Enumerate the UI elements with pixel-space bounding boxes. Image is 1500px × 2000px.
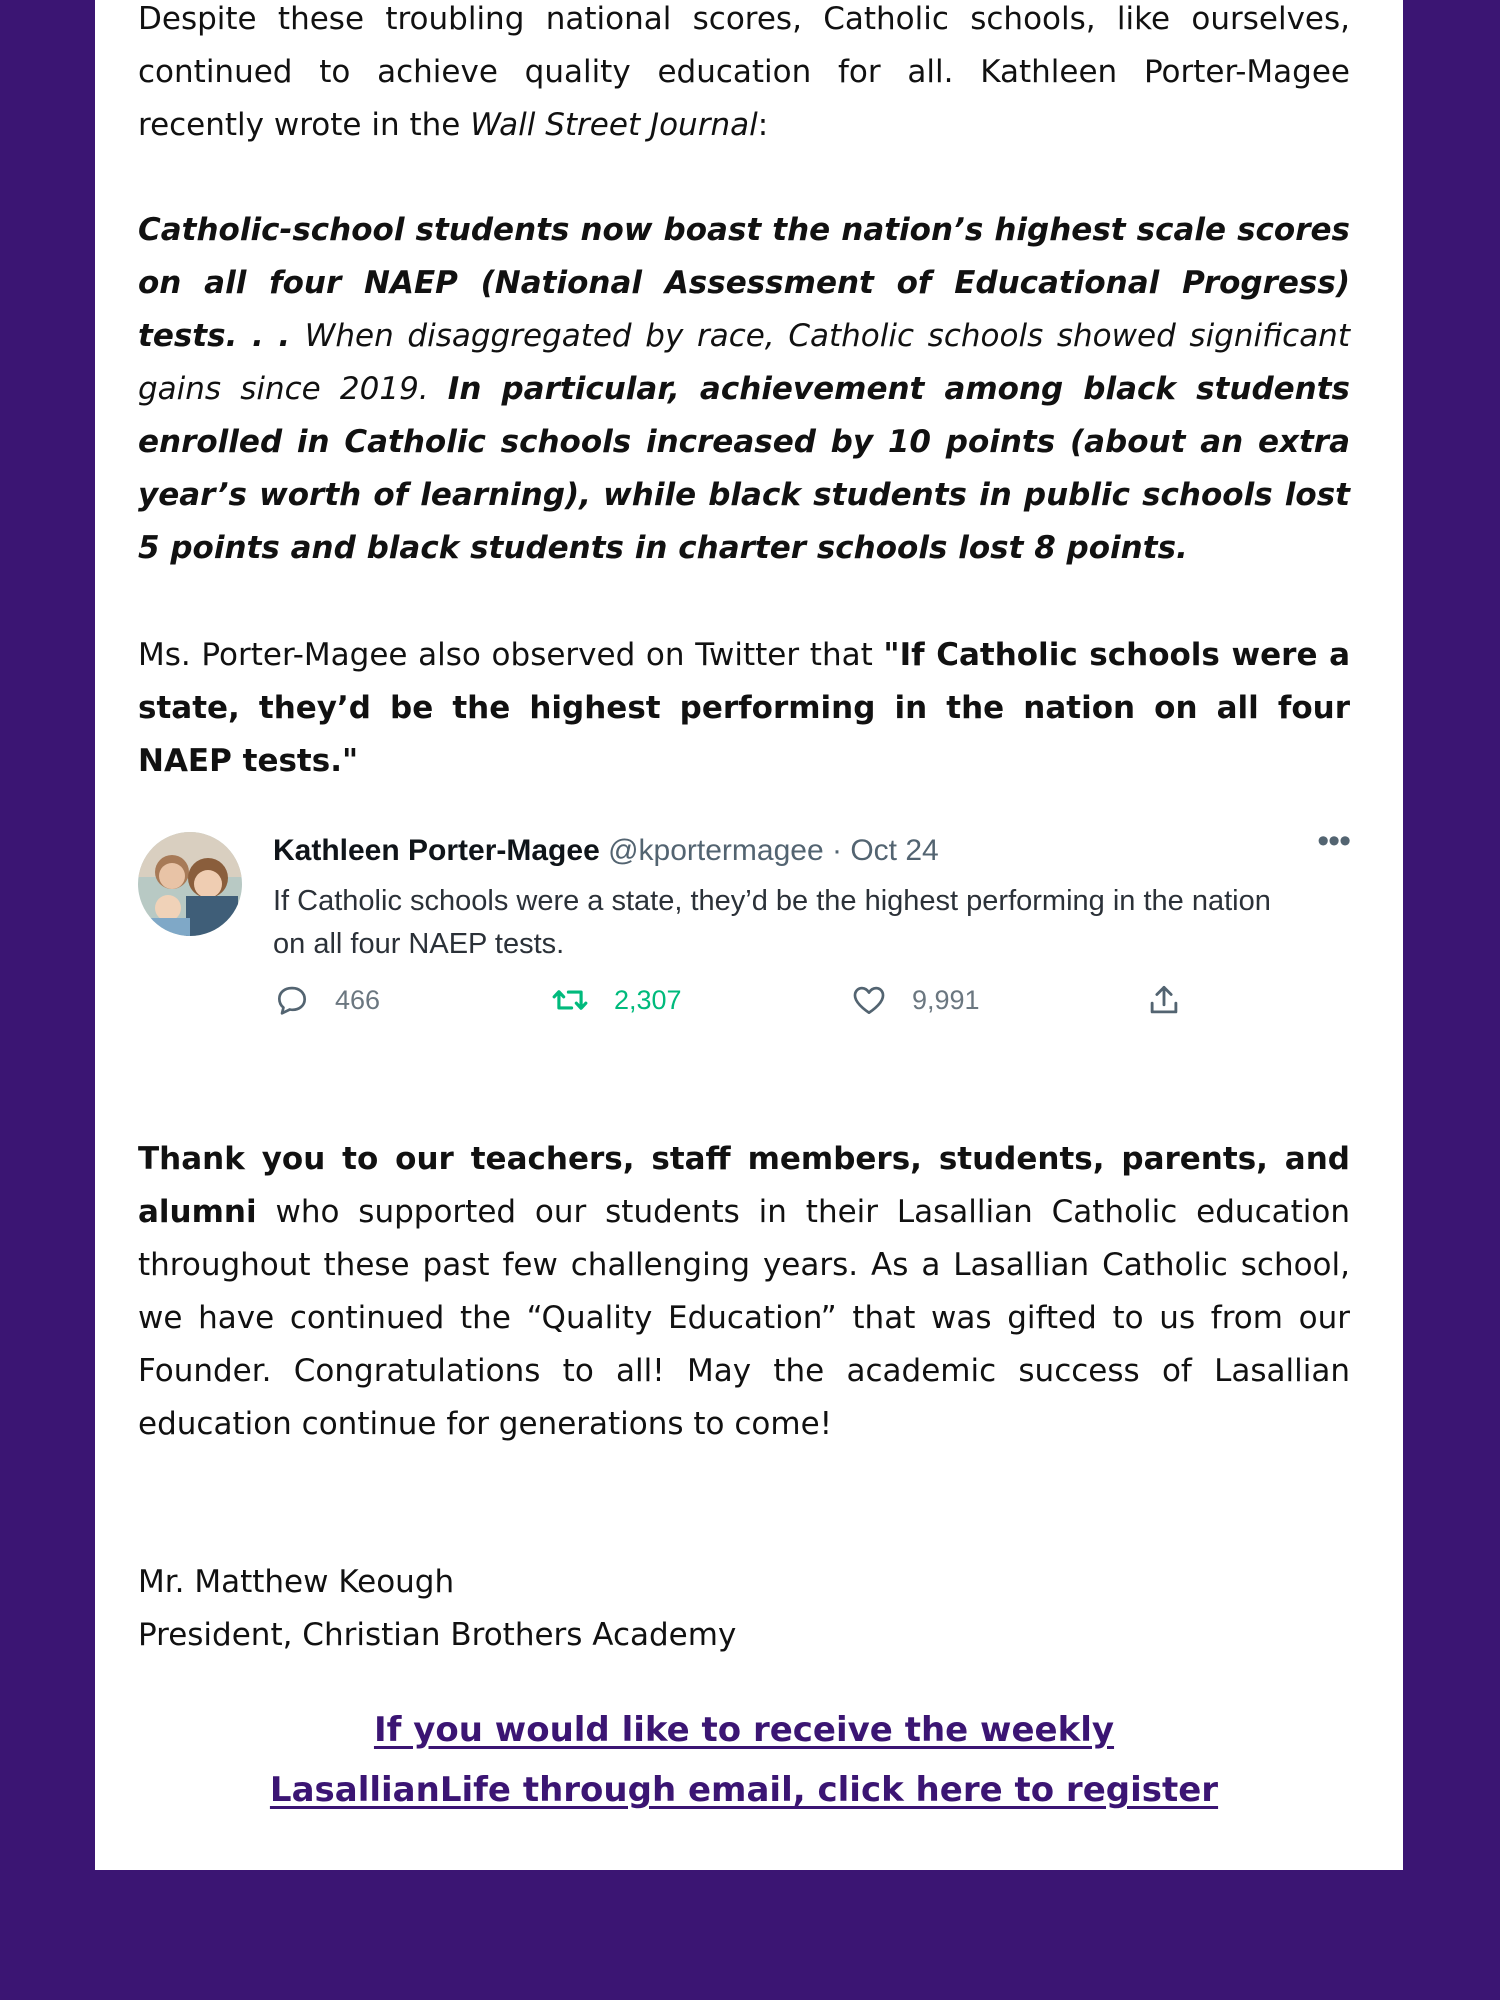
register-link-block	[138, 1700, 1350, 1820]
intro-colon: :	[757, 107, 769, 143]
thanks-text: who supported our students in their Lasallian Catholic education throughout these past few challenging years. As a Lasallian Catholic school, we have continued the “Quality Education” that was gifted to us from our Founder. Congratulations to all! May the academic success of Lasallian education continue for generations to come!	[138, 1194, 1350, 1442]
thanks-paragraph	[138, 1133, 1350, 1451]
tweet-text: If Catholic schools were a state, they’d be the highest performing in the nation on all four NAEP tests.	[273, 885, 1271, 960]
twitter-paragraph	[138, 629, 1350, 788]
quote-bold-2: In particular, achievement among black students enrolled in Catholic schools increased by 10 points (about an extra year’s worth of learning), while black students in public schools lost 5 points and black students in charter schools lost 8 points.	[138, 371, 1351, 566]
tweet-separator: ·	[823, 834, 851, 867]
twitter-intro-text: Ms. Porter-Magee also observed on Twitter that	[138, 637, 884, 673]
retweet-button[interactable]	[550, 980, 682, 1020]
signature-title: President, Christian Brothers Academy	[138, 1617, 737, 1653]
reply-icon	[273, 981, 311, 1019]
tweet-author-name[interactable]: Kathleen Porter-Magee	[273, 834, 600, 867]
like-button[interactable]	[850, 980, 980, 1020]
tweet-header	[273, 834, 939, 868]
share-icon	[1145, 981, 1183, 1019]
wsj-quote	[138, 204, 1350, 575]
tweet-date[interactable]: Oct 24	[850, 834, 939, 867]
signature-name: Mr. Matthew Keough	[138, 1564, 455, 1600]
intro-paragraph	[138, 0, 1350, 152]
register-link-line-1[interactable]: If you would like to receive the weekly	[373, 1710, 1115, 1750]
publication-name: Wall Street Journal	[470, 107, 758, 143]
reply-count: 466	[335, 984, 381, 1015]
twitter-quote: "If Catholic schools were a state, they’d be the highest performing in the nation on all four NAEP tests."	[138, 637, 1350, 779]
signature	[138, 1556, 1350, 1662]
newsletter-card	[95, 0, 1403, 1870]
like-icon	[850, 981, 888, 1019]
more-options-icon[interactable]: •••	[1317, 822, 1350, 860]
like-count: 9,991	[912, 984, 980, 1015]
register-link-line-2[interactable]: LasallianLife through email, click here to register	[269, 1770, 1219, 1810]
retweet-icon	[550, 981, 590, 1019]
share-button[interactable]	[1145, 980, 1207, 1020]
quote-bold-1: Catholic-school students now boast the nation’s highest scale scores on all four NAEP (National Assessment of Educational Progress) tests. . .	[138, 212, 1350, 354]
intro-text: Despite these troubling national scores, Catholic schools, like ourselves, continued to achieve quality education for all. Kathleen Porter-Magee recently wrote in the	[138, 1, 1350, 143]
reply-button[interactable]	[273, 980, 380, 1020]
tweet-handle[interactable]: @kportermagee	[608, 834, 824, 867]
quote-italic: When disaggregated by race, Catholic schools showed significant gains since 2019.	[138, 318, 1350, 407]
avatar[interactable]	[138, 832, 242, 936]
thanks-bold: Thank you to our teachers, staff members, students, parents, and alumni	[138, 1141, 1350, 1230]
retweet-count: 2,307	[614, 984, 682, 1015]
embedded-tweet[interactable]	[138, 822, 1350, 1030]
